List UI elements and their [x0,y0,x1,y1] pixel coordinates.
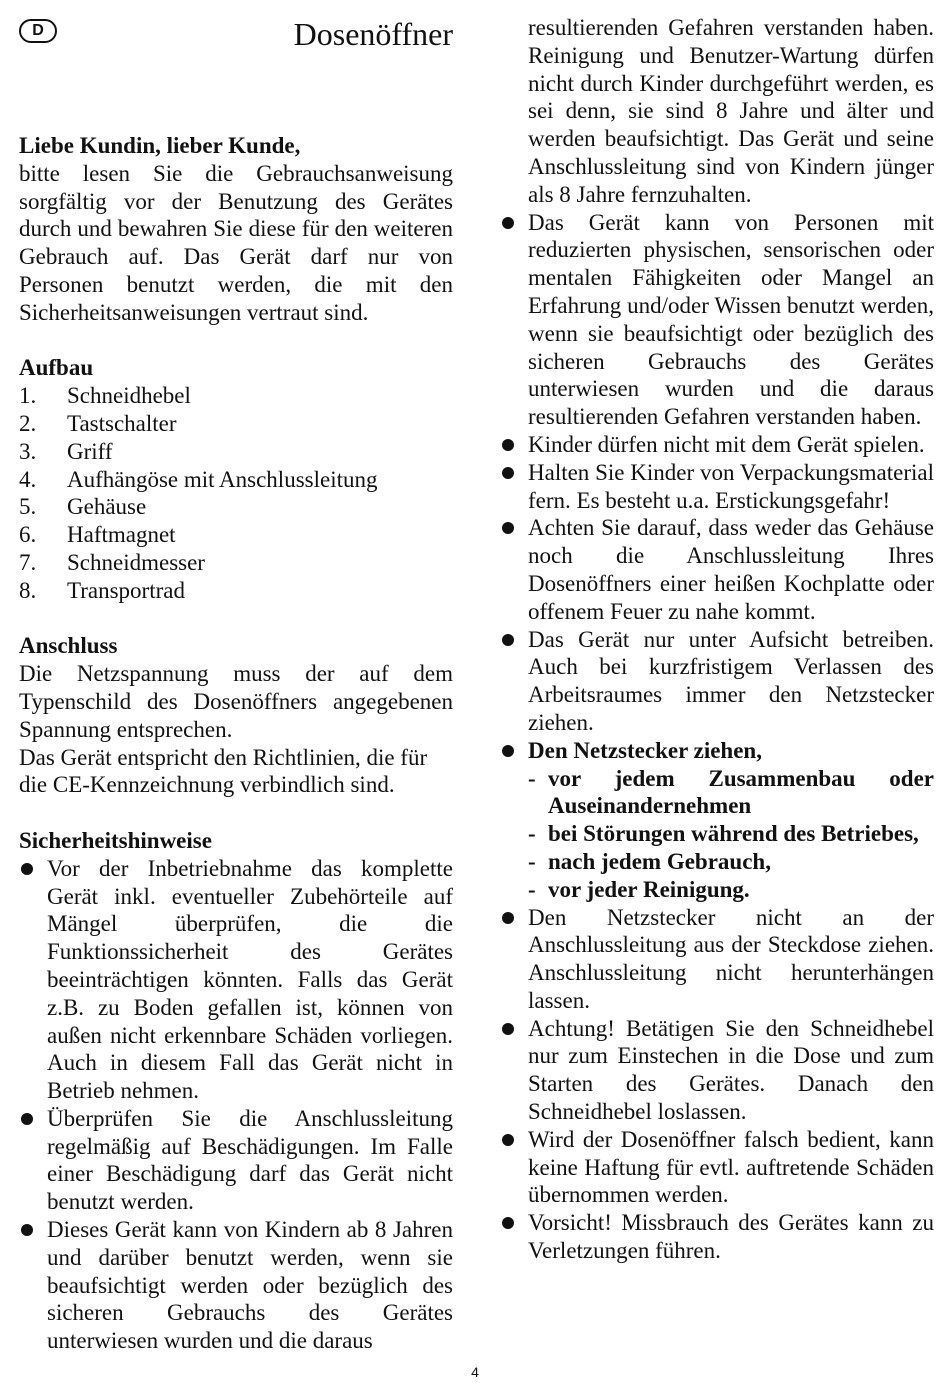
list-item: 3. Griff [19,438,113,464]
sub-list-item: - nach jedem Gebrauch, [528,848,934,876]
intro-paragraph: bitte lesen Sie die Gebrauchsanweisung sorgfältig vor der Benutzung des Gerätes durch und bewahren Sie diese für den weiteren Gebrauch auf. Das Gerät darf nur von Personen benutzt werden, die mit den Sicherheitsanweisungen vertraut sind. [19,160,453,325]
safety-heading: Sicherheitshinweise [19,827,212,853]
list-item: Überprüfen Sie die Anschlussleitung regelmäßig auf Beschädigungen. Im Falle einer Beschädigung darf das Gerät nicht benutzt werden. [19,1105,453,1216]
anschluss-paragraph-2: Das Gerät entspricht den Richtlinien, die für die CE-Kennzeichnung verbindlich sind. [19,744,428,798]
page-number: 4 [471,1364,479,1380]
list-item: Den Netzstecker nicht an der Anschlussleitung aus der Steckdose ziehen. Anschlussleitung nicht herunterhängen lassen. [500,904,934,1015]
list-item [500,737,934,904]
sub-list-item: - bei Störungen während des Betriebes, [528,820,934,848]
greeting-heading: Liebe Kundin, lieber Kunde, [19,133,301,158]
list-item: Vorsicht! Missbrauch des Gerätes kann zu Verletzungen führen. [500,1209,934,1265]
list-item: 4. Aufhängöse mit Anschlussleitung [19,466,378,492]
list-item: Achtung! Betätigen Sie den Schneidhebel nur zum Einstechen in die Dose und zum Starten des Gerätes. Danach den Schneidhebel loslassen. [500,1015,934,1126]
list-item: Kinder dürfen nicht mit dem Gerät spielen. [500,431,934,459]
list-item: Halten Sie Kinder von Verpackungsmaterial fern. Es besteht u.a. Erstickungsgefahr! [500,459,934,515]
list-item: 5. Gehäuse [19,494,147,520]
parts-list [19,382,453,604]
list-item: Wird der Dosenöffner falsch bedient, kann keine Haftung für evtl. auftretende Schäden übernommen werden. [500,1126,934,1209]
continuation-paragraph: resultierenden Gefahren verstanden haben. Reinigung und Benutzer-Wartung dürfen nicht durch Kinder durchgeführt werden, es sei denn, sie sind 8 Jahre und älter und werden beaufsichtigt. Das Gerät und seine Anschlussleitung sind von Kindern jünger als 8 Jahre fernzuhalten. [528,15,934,207]
list-item: Vor der Inbetriebnahme das komplette Gerät inkl. eventueller Zubehörteile auf Mängel überprüfen, die die Funktionssicherheit des Gerätes beeinträchtigen könnten. Falls das Gerät z.B. zu Boden gefallen ist, können von außen nicht erkennbare Schäden vorliegen. Auch in diesem Fall das Gerät nicht in Betrieb nehmen. [19,855,453,1105]
safety-list-left [19,855,453,1355]
aufbau-heading: Aufbau [19,355,94,381]
unplug-list [528,765,934,904]
left-column [19,132,453,1355]
list-item: Das Gerät nur unter Aufsicht betreiben. Auch bei kurzfristigem Verlassen des Arbeitsraumes immer den Netzstecker ziehen. [500,626,934,737]
right-column [500,14,934,1265]
unplug-heading: Den Netzstecker ziehen, [528,737,762,763]
list-item: 6. Haftmagnet [19,522,176,548]
anschluss-paragraph-1: Die Netzspannung muss der auf dem Typenschild des Dosenöffners angegebenen Spannung entsprechen. [19,661,453,742]
safety-list-right [500,209,934,1265]
sub-list-item: - vor jedem Zusammenbau oder Auseinandernehmen [528,765,934,821]
list-item: 2. Tastschalter [19,410,177,436]
list-item: Das Gerät kann von Personen mit reduzierten physischen, sensorischen oder mentalen Fähigkeiten oder Mangel an Erfahrung und/oder Wissen benutzt werden, wenn sie beaufsichtigt oder bezüglich des sicheren Gebrauchs des Gerätes unterwiesen wurden und die daraus resultierenden Gefahren verstanden haben. [500,209,934,431]
list-item: 8. Transportrad [19,577,185,603]
list-item: Achten Sie darauf, dass weder das Gehäuse noch die Anschlussleitung Ihres Dosenöffners einer heißen Kochplatte oder offenem Feuer zu nahe kommt. [500,514,934,625]
list-item: 7. Schneidmesser [19,549,205,575]
sub-list-item: - vor jeder Reinigung. [528,876,934,904]
anschluss-heading: Anschluss [19,633,118,659]
list-item: 1. Schneidhebel [19,383,191,409]
page-title: Dosenöffner [293,16,453,52]
language-badge: D [19,19,57,43]
list-item: Dieses Gerät kann von Kindern ab 8 Jahren und darüber benutzt werden, wenn sie beaufsichtigt werden oder bezüglich des sicheren Gebrauchs des Gerätes unterwiesen wurden und die daraus [19,1216,453,1355]
